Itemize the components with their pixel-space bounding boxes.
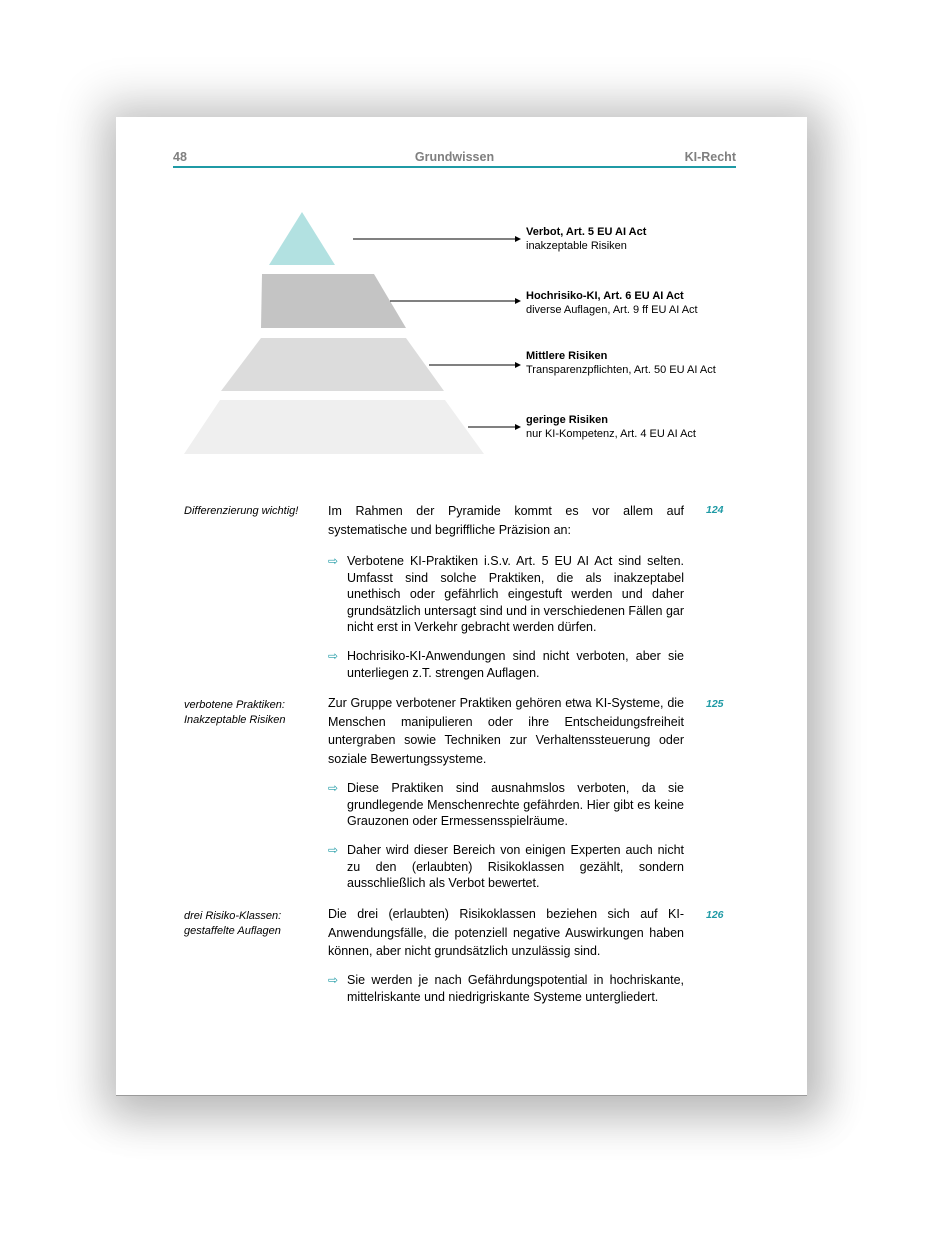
margin-note-124: Differenzierung wichtig! xyxy=(184,505,299,517)
bullet-item: ⇨ Sie werden je nach Gefährdungspotential in hochriskante, mittelriskante und niedrigriskante Systeme untergliedert. xyxy=(328,973,684,1004)
level-title: Hochrisiko-KI, Art. 6 EU AI Act xyxy=(526,290,684,302)
pyramid-label-4 xyxy=(526,413,696,441)
margin-note-125: verbotene Praktiken: Inakzeptable Risiken xyxy=(184,699,286,726)
chapter-title: Grundwissen xyxy=(414,150,495,164)
pyramid-label-1 xyxy=(526,225,646,253)
bullet-arrow-icon: ⇨ xyxy=(328,781,339,795)
paragraph-number-126: 126 xyxy=(706,909,724,921)
bullet-item: ⇨ Daher wird dieser Bereich von einigen Experten auch nicht zu den (erlaubten) Risikoklassen gezählt, sondern ausschließlich als Verbot bewertet. xyxy=(328,843,684,890)
pyramid-label-2 xyxy=(526,289,698,317)
pyramid-level-1 xyxy=(269,212,335,265)
level-subtitle: nur KI-Kompetenz, Art. 4 EU AI Act xyxy=(526,428,696,440)
bullet-item: ⇨ Diese Praktiken sind ausnahmslos verboten, da sie grundlegende Menschenrechte gefährden. Hier gibt es keine Grauzonen oder Ermessensspielräume. xyxy=(328,781,684,828)
pyramid-level-3 xyxy=(221,338,444,391)
pyramid-label-3 xyxy=(526,349,716,377)
bullet-arrow-icon: ⇨ xyxy=(328,973,339,987)
bullet-item: ⇨ Hochrisiko-KI-Anwendungen sind nicht verboten, aber sie unterliegen z.T. strengen Auflagen. xyxy=(328,649,684,680)
level-title: Mittlere Risiken xyxy=(526,350,608,362)
paragraph-number-124: 124 xyxy=(706,504,724,516)
paragraph-number-125: 125 xyxy=(706,698,724,710)
paragraph-126: Die drei (erlaubten) Risikoklassen beziehen sich auf KI-Anwendungsfälle, die potenziell negative Auswirkungen haben können, aber nicht grundsätzlich unzulässig sind. xyxy=(328,907,684,958)
level-title: geringe Risiken xyxy=(526,414,608,426)
book-title: KI-Recht xyxy=(684,150,736,164)
risk-pyramid xyxy=(116,117,807,477)
book-page xyxy=(116,117,807,1096)
page-bottom-edge xyxy=(116,1095,807,1096)
level-subtitle: diverse Auflagen, Art. 9 ff EU AI Act xyxy=(526,304,698,316)
level-title: Verbot, Art. 5 EU AI Act xyxy=(526,226,647,238)
margin-note-126: drei Risiko-Klassen: gestaffelte Auflagen xyxy=(184,910,282,937)
bullet-arrow-icon: ⇨ xyxy=(328,554,339,568)
level-subtitle: inakzeptable Risiken xyxy=(526,240,627,252)
paragraph-124: Im Rahmen der Pyramide kommt es vor allem auf systematische und begriffliche Präzision an: xyxy=(328,504,684,537)
bullet-item: ⇨ Verbotene KI-Praktiken i.S.v. Art. 5 EU AI Act sind selten. Umfasst sind solche Praktiken, die als inakzeptabel unethisch oder gefährlich eingestuft werden und daher grundsätzlich untersagt sind und in verschiedenen Fällen gar nicht erst in Verkehr gebracht werden dürfen. xyxy=(328,554,685,634)
pyramid-level-4 xyxy=(184,400,484,454)
page-number: 48 xyxy=(173,150,187,164)
bullet-arrow-icon: ⇨ xyxy=(328,843,339,857)
bullet-arrow-icon: ⇨ xyxy=(328,649,339,663)
level-subtitle: Transparenzpflichten, Art. 50 EU AI Act xyxy=(526,364,716,376)
paragraph-125: Zur Gruppe verbotener Praktiken gehören etwa KI-Systeme, die Menschen manipulieren oder ihre Entscheidungsfreiheit untergraben sowie Techniken zur Verhaltenssteuerung oder soziale Bewertungssysteme. xyxy=(328,696,684,766)
